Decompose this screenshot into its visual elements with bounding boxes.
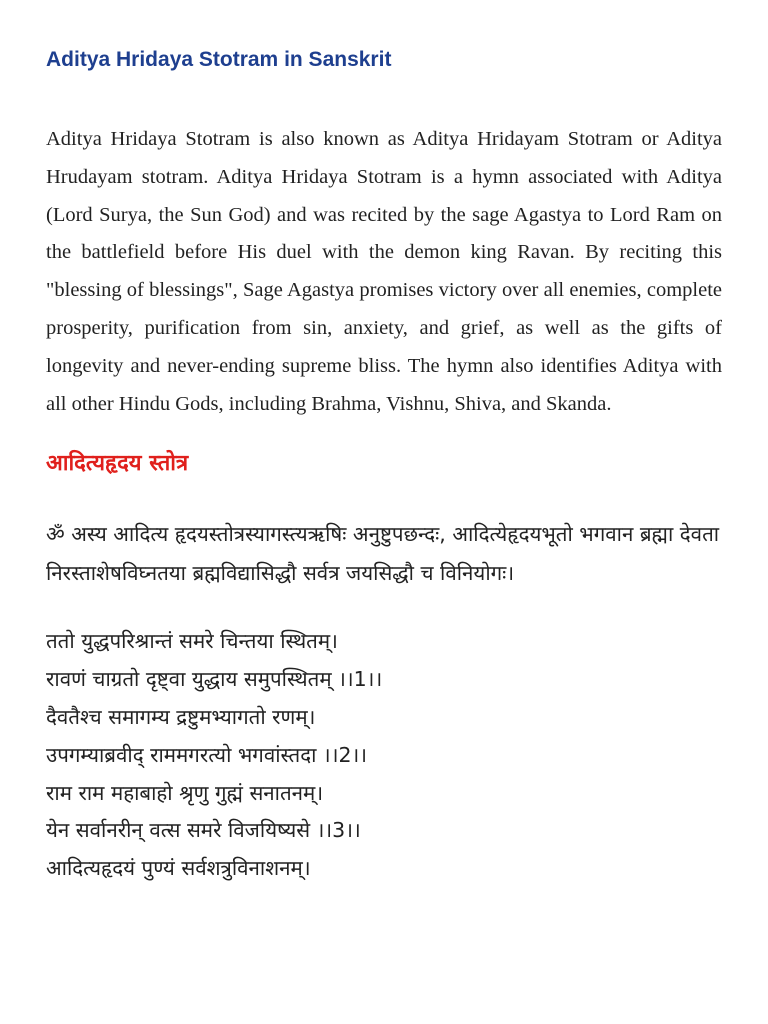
sanskrit-heading: आदित्यहृदय स्तोत्र bbox=[46, 451, 189, 477]
article-title: Aditya Hridaya Stotram in Sanskrit bbox=[46, 48, 392, 71]
invocation-paragraph: ॐ अस्य आदित्य हृदयस्तोत्रस्यागस्त्यऋषिः अनुष्टुपछन्दः, आदित्येहृदयभूतो भगवान ब्रह्मा देवता निरस्ताशेषविघ्नतया ब्रह्मविद्यासिद्धौ सर्वत्र जयसिद्धौ च विनियोगः। bbox=[46, 522, 720, 586]
verse-line: रावणं चाग्रतो दृष्ट्वा युद्धाय समुपस्थितम् ।।1।। bbox=[46, 667, 383, 692]
verse-line: येन सर्वानरीन् वत्स समरे विजयिष्यसे ।।3।। bbox=[46, 818, 361, 843]
intro-paragraph: Aditya Hridaya Stotram is also known as Aditya Hridayam Stotram or Aditya Hrudayam stotram. Aditya Hridaya Stotram is a hymn associated with Aditya (Lord Surya, the Sun God) and was recited by the sage Agastya to Lord Ram on the battlefield before His duel with the demon king Ravan. By reciting this "blessing of blessings", Sage Agastya promises victory over all enemies, complete prosperity, purification from sin, anxiety, and grief, as well as the gifts of longevity and never-ending supreme bliss. The hymn also identifies Aditya with all other Hindu Gods, including Brahma, Vishnu, Shiva, and Skanda. bbox=[46, 128, 722, 415]
verse-line: ततो युद्धपरिश्रान्तं समरे चिन्तया स्थितम्। bbox=[46, 629, 338, 654]
verses-block bbox=[46, 623, 722, 888]
verse-line: दैवतैश्च समागम्य द्रष्टुमभ्यागतो रणम्। bbox=[46, 704, 316, 729]
verse-line: राम राम महाबाहो श्रृणु गुह्मं सनातनम्। bbox=[46, 780, 324, 805]
verse-line: उपगम्याब्रवीद् राममगरत्यो भगवांस्तदा ।।2।। bbox=[46, 742, 368, 767]
verse-line: आदित्यहृदयं पुण्यं सर्वशत्रुविनाशनम्। bbox=[46, 856, 311, 881]
